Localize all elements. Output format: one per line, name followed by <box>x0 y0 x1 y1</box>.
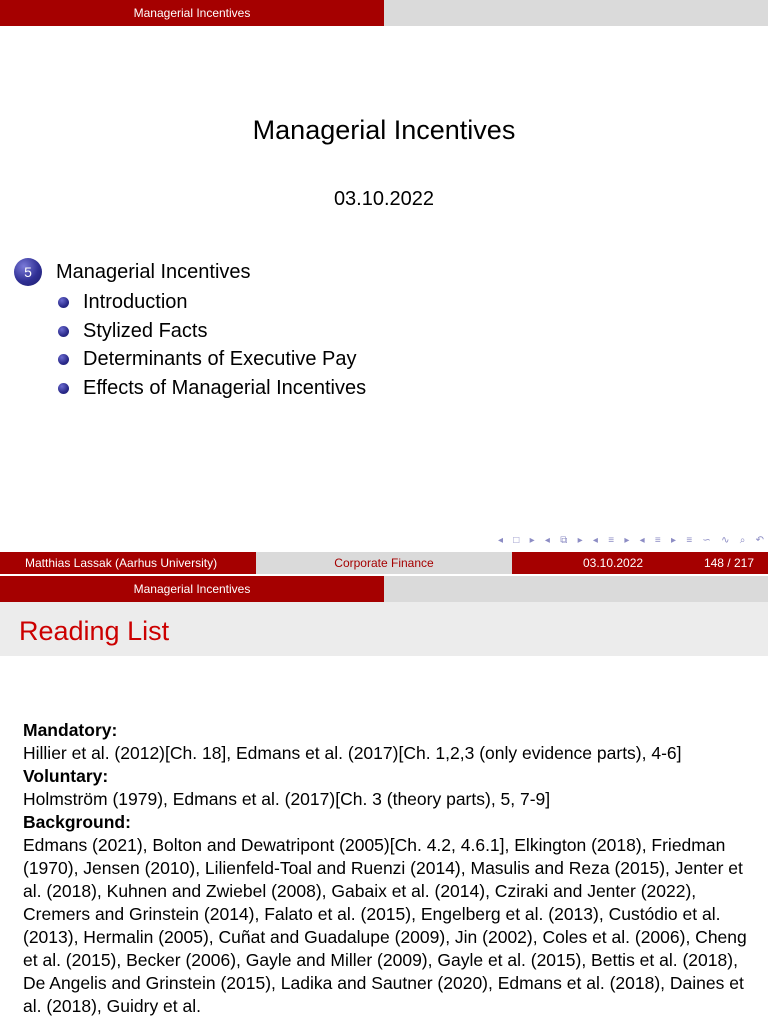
nav-right-icon[interactable]: ▸ <box>529 535 535 546</box>
nav-right-icon[interactable]: ▸ <box>624 535 630 546</box>
table-of-contents <box>14 256 366 403</box>
nav-left-icon[interactable]: ◂ <box>592 535 598 546</box>
toc-section-label: Managerial Incentives <box>56 260 251 283</box>
beamer-navigation-symbols <box>498 535 764 549</box>
footer-page-number: 148 / 217 <box>703 556 754 570</box>
nav-left-icon[interactable]: ◂ <box>498 535 504 546</box>
bullet-icon <box>58 297 69 308</box>
section-header-bar <box>0 576 768 602</box>
section-number-ball: 5 <box>14 258 42 286</box>
section-header-bar <box>0 0 768 26</box>
background-text: Edmans (2021), Bolton and Dewatripont (2005)[Ch. 4.2, 4.6.1], Elkington (2018), Friedman (1970), Jensen (2010), Lilienfeld-Toal and Ruenzi (2014), Masulis and Reza (2015), Jenter et al. (2018), Kuhnen and Zwiebel (2008), Gabaix et al. (2014), Cziraki and Jenter (2022), Cremers and Grinstein (2014), Falato et al. (2015), Engelberg et al. (2013), Custódio et al. (2013), Hermalin (2005), Cuñat and Guadalupe (2009), Jin (2002), Coles et al. (2006), Cheng et al. (2015), Becker (2006), Gayle and Miller (2009), Gayle et al. (2015), Bettis et al. (2018), De Angelis and Grinstein (2015), Ladika and Sautner (2020), Edmans et al. (2018), Daines et al. (2018), Guidry et al. <box>23 835 747 1016</box>
mandatory-label: Mandatory: <box>23 720 118 740</box>
voluntary-label: Voluntary: <box>23 766 109 786</box>
background-label: Background: <box>23 812 131 832</box>
toc-subsection-list <box>14 288 366 403</box>
toc-subsection[interactable]: Stylized Facts <box>58 317 366 346</box>
footer-date-page <box>512 552 768 574</box>
section-icon[interactable]: ≡ <box>608 535 615 546</box>
header-blank-area <box>384 0 768 26</box>
doc-icon[interactable]: ≡ <box>654 535 661 546</box>
nav-left-icon[interactable]: ◂ <box>639 535 645 546</box>
footer-bar <box>0 552 768 574</box>
voluntary-text: Holmström (1979), Edmans et al. (2017)[Ch. 3 (theory parts), 5, 7-9] <box>23 789 551 809</box>
slide-date: 03.10.2022 <box>333 188 435 210</box>
footer-date: 03.10.2022 <box>583 556 644 570</box>
mandatory-text: Hillier et al. (2012)[Ch. 18], Edmans et al. (2017)[Ch. 1,2,3 (only evidence parts), 4-6] <box>23 743 682 763</box>
toc-section[interactable] <box>14 256 366 288</box>
frame-title: Reading List <box>19 616 170 646</box>
toc-subsection[interactable]: Effects of Managerial Incentives <box>58 374 366 403</box>
header-section-label[interactable]: Managerial Incentives <box>0 576 384 602</box>
nav-right-icon[interactable]: ▸ <box>671 535 677 546</box>
toc-subsection[interactable]: Determinants of Executive Pay <box>58 345 366 374</box>
footer-author: Matthias Lassak (Aarhus University) <box>0 552 256 574</box>
footer-course: Corporate Finance <box>256 552 512 574</box>
subsection-icon[interactable]: ⧉ <box>560 535 568 546</box>
frame-icon[interactable]: □ <box>513 535 520 546</box>
bullet-icon <box>58 383 69 394</box>
nav-right-icon[interactable]: ▸ <box>577 535 583 546</box>
header-blank-area <box>384 576 768 602</box>
reading-list <box>23 719 753 1018</box>
forward-icon[interactable]: ∿ <box>721 535 730 546</box>
bullet-icon <box>58 354 69 365</box>
slide-title: Managerial Incentives <box>252 115 516 145</box>
header-section-label[interactable]: Managerial Incentives <box>0 0 384 26</box>
nav-left-icon[interactable]: ◂ <box>544 535 550 546</box>
undo-icon[interactable]: ↶ <box>755 535 764 546</box>
appendix-icon[interactable]: ≡ <box>686 535 693 546</box>
search-icon[interactable]: ⌕ <box>739 535 746 546</box>
reading-list-slide <box>0 576 768 1024</box>
bullet-icon <box>58 326 69 337</box>
back-icon[interactable]: ∽ <box>702 535 711 546</box>
toc-subsection[interactable]: Introduction <box>58 288 366 317</box>
